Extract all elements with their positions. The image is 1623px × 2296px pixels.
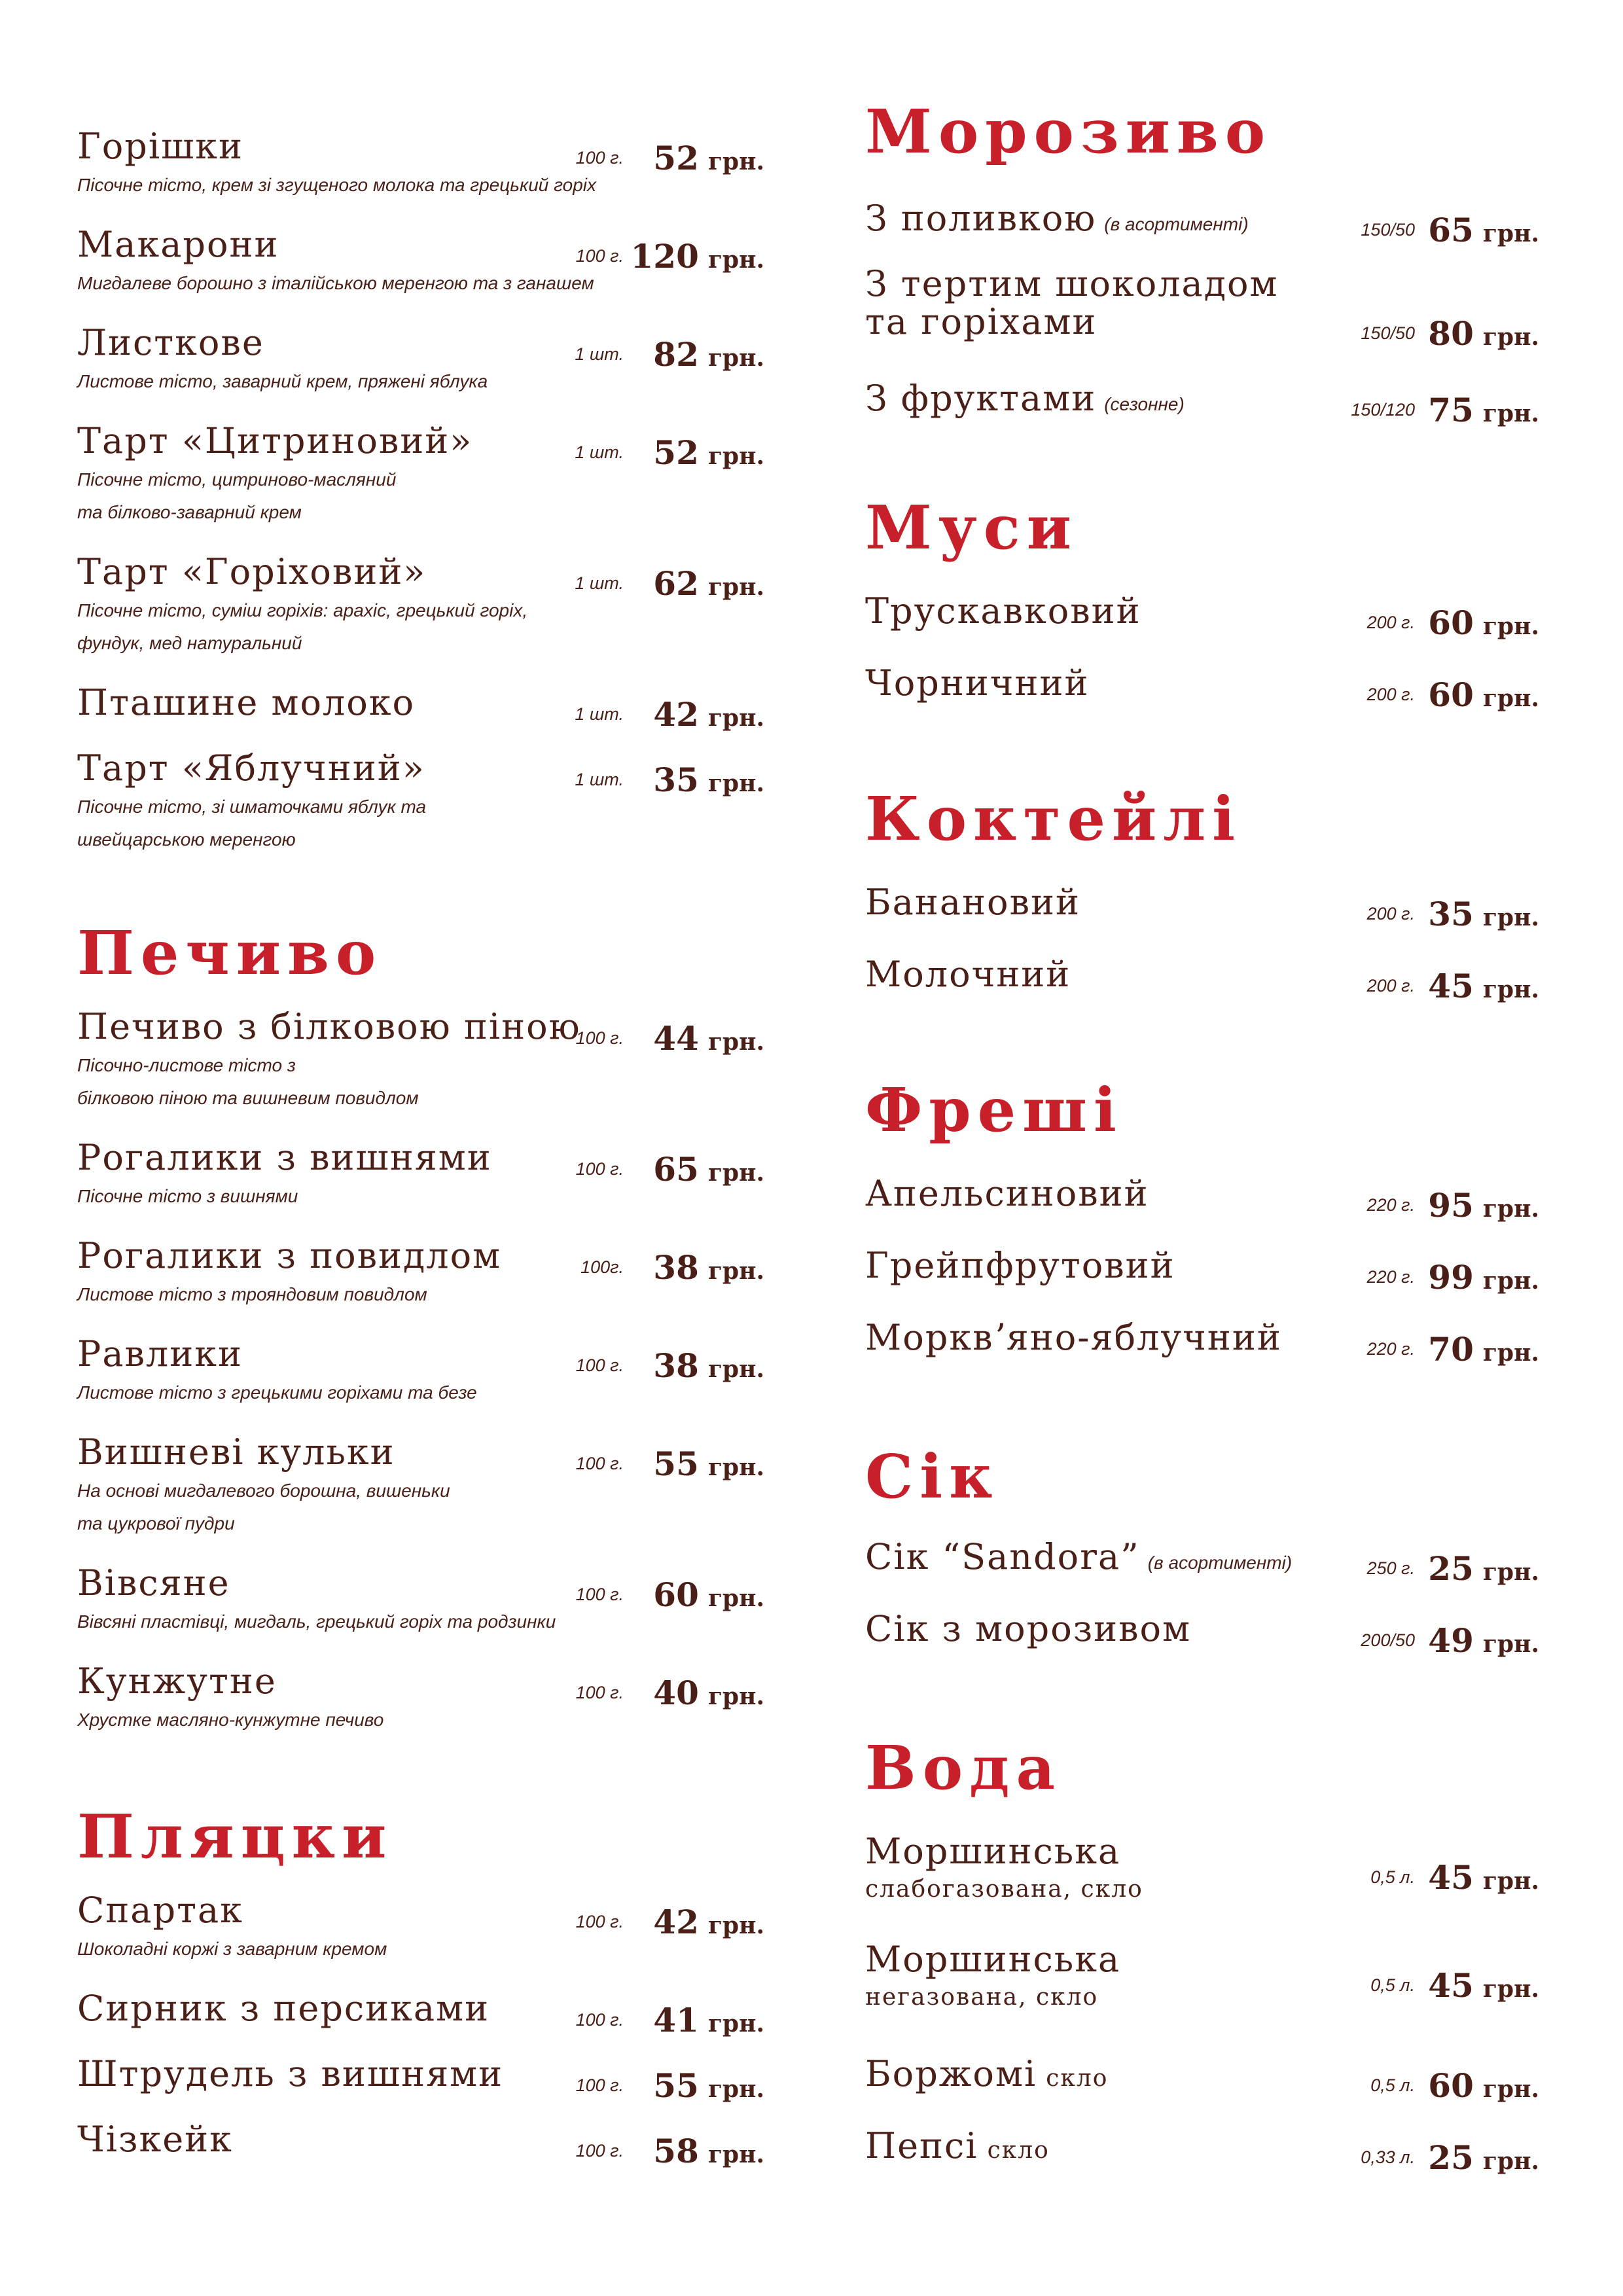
- price-amount: 45: [1428, 1858, 1474, 1897]
- menu-item: [77, 1136, 764, 1213]
- menu-item-price: [653, 1346, 764, 1385]
- price-currency: грн.: [707, 1355, 764, 1383]
- menu-item-price: [1428, 1966, 1539, 2005]
- price-amount: 52: [653, 433, 699, 472]
- menu-item-name: Моршинська: [865, 1939, 1121, 1980]
- menu-item-portion: 100 г.: [575, 1355, 624, 1375]
- price-currency: грн.: [707, 344, 764, 372]
- menu-item: [865, 661, 1539, 714]
- price-currency: грн.: [1482, 1195, 1539, 1223]
- price-currency: грн.: [1482, 904, 1539, 931]
- menu-item-tag: скло: [987, 2137, 1050, 2164]
- menu-item: [865, 2124, 1539, 2177]
- menu-item: [77, 1561, 764, 1638]
- price-currency: грн.: [707, 1683, 764, 1710]
- menu-item: [865, 263, 1539, 353]
- menu-item-portion: 100 г.: [575, 1028, 624, 1048]
- menu-item-description: Листове тісто, заварний крем, пряжені яблука: [77, 371, 488, 391]
- menu-item-name: Штрудель з вишнями: [77, 2053, 504, 2094]
- menu-item: [865, 196, 1539, 247]
- price-currency: грн.: [1482, 400, 1539, 427]
- menu-item-price: [1428, 603, 1539, 642]
- price-currency: грн.: [707, 1454, 764, 1481]
- menu-item-name: Горішки: [77, 126, 244, 167]
- menu-item-price: [653, 1674, 764, 1712]
- price-currency: грн.: [707, 2010, 764, 2037]
- menu-item-price: [653, 1150, 764, 1189]
- menu-item-name: Чорничний: [865, 662, 1090, 704]
- price-currency: грн.: [1482, 2147, 1539, 2175]
- menu-item-description: Мигдалеве борошно з італійською меренгою та з ганашем: [77, 273, 594, 293]
- menu-item-description: Пісочне тісто, зі шматочками яблук та швейцарською меренгою: [77, 797, 427, 850]
- price-currency: грн.: [707, 442, 764, 470]
- menu-item: [77, 746, 764, 856]
- menu-item-price: [1428, 1330, 1539, 1369]
- menu-item-price: [1428, 1858, 1539, 1897]
- menu-item: [77, 1005, 764, 1115]
- menu-item-portion: 100 г.: [575, 1585, 624, 1604]
- menu-item-price: [653, 335, 764, 374]
- menu-item-price: [1428, 1186, 1539, 1225]
- menu-item: [77, 1659, 764, 1736]
- menu-item-price: [1428, 967, 1539, 1005]
- menu-item-name: Тарт «Горіховий»: [77, 551, 427, 592]
- menu-item: [77, 1888, 764, 1965]
- price-currency: грн.: [1482, 323, 1539, 351]
- menu-item-name: Макарони: [77, 224, 279, 265]
- price-currency: грн.: [1482, 2075, 1539, 2103]
- price-currency: грн.: [1482, 220, 1539, 247]
- menu-item-tag: скло: [1046, 2065, 1109, 2092]
- menu-item-portion: 220 г.: [1366, 1267, 1415, 1287]
- section-title: Морозиво: [865, 96, 1272, 167]
- menu-item-price: [653, 1575, 764, 1614]
- price-currency: грн.: [707, 1159, 764, 1187]
- menu-item-price: [1428, 391, 1539, 429]
- price-amount: 65: [653, 1150, 699, 1189]
- menu-item: [77, 1332, 764, 1409]
- menu-item-portion: 1 шт.: [575, 442, 624, 462]
- menu-item-description: Пісочне тісто, крем зі згущеного молока та грецький горіх: [77, 175, 596, 195]
- price-amount: 45: [1428, 967, 1474, 1005]
- menu-item-description: Листове тісто з трояндовим повидлом: [77, 1284, 427, 1304]
- menu-item-name: З тертим шоколадом та горіхами: [865, 263, 1279, 342]
- menu-item-portion: 100 г.: [575, 1159, 624, 1179]
- menu-item-portion: 0,5 л.: [1370, 1867, 1415, 1887]
- price-amount: 70: [1428, 1330, 1474, 1369]
- menu-item: [77, 550, 764, 660]
- menu-item: [865, 880, 1539, 933]
- menu-item-name: Вишневі кульки: [77, 1431, 395, 1473]
- price-amount: 60: [1428, 675, 1474, 714]
- menu-item-description: Пісочне тісто, суміш горіхів: арахіс, грецький горіх, фундук, мед натуральний: [77, 600, 528, 653]
- price-amount: 99: [1428, 1258, 1474, 1297]
- menu-item-description: Вівсяні пластівці, мигдаль, грецький горіх та родзинки: [77, 1611, 556, 1632]
- menu-item-name: З фруктами: [865, 378, 1097, 419]
- menu-item: [77, 321, 764, 398]
- menu-item-name: Боржомі: [865, 2053, 1037, 2094]
- price-amount: 80: [1428, 314, 1474, 353]
- menu-item: [865, 1829, 1539, 1905]
- menu-item-description: Пісочне тісто з вишнями: [77, 1186, 298, 1206]
- menu-item-price: [1428, 2138, 1539, 2177]
- menu-item-name: Листкове: [77, 322, 264, 363]
- menu-item-price: [653, 433, 764, 472]
- price-amount: 42: [653, 695, 699, 734]
- menu-item-name: Чізкейк: [77, 2119, 233, 2160]
- price-amount: 38: [653, 1346, 699, 1385]
- menu-item-name: Вівсяне: [77, 1562, 230, 1604]
- price-currency: грн.: [707, 1028, 764, 1056]
- price-currency: грн.: [1482, 1867, 1539, 1895]
- menu-item-price: [653, 2066, 764, 2105]
- menu-item-name: Рогалики з вишнями: [77, 1137, 492, 1178]
- price-currency: грн.: [707, 2075, 764, 2103]
- price-amount: 25: [1428, 2138, 1474, 2177]
- menu-item-portion: 220 г.: [1366, 1195, 1415, 1215]
- price-amount: 62: [653, 564, 699, 603]
- menu-item: [77, 419, 764, 529]
- price-currency: грн.: [1482, 1630, 1539, 1658]
- menu-item: [865, 1535, 1539, 1588]
- menu-item: [77, 124, 764, 202]
- menu-item-price: [1428, 211, 1539, 249]
- menu-item-portion: 200 г.: [1366, 685, 1415, 704]
- menu-item-name: З поливкою: [865, 198, 1097, 239]
- price-amount: 82: [653, 335, 699, 374]
- menu-item-name: Сік з морозивом: [865, 1608, 1192, 1649]
- menu-item-note: (сезонне): [1104, 394, 1185, 414]
- menu-item-description: Шоколадні коржі з заварним кремом: [77, 1939, 387, 1959]
- section-title: Сік: [865, 1441, 999, 1512]
- menu-item: [77, 1430, 764, 1540]
- menu-item-price: [1428, 895, 1539, 933]
- section-title: Пляцки: [77, 1801, 393, 1872]
- menu-item-description: Пісочно-листове тісто з білковою піною та вишневим повидлом: [77, 1055, 419, 1108]
- price-amount: 35: [653, 761, 699, 799]
- menu-item: [865, 952, 1539, 1005]
- menu-item-price: [631, 237, 765, 276]
- menu-item-subtitle: слабогазована, скло: [865, 1876, 1143, 1903]
- menu-item-portion: 100 г.: [575, 246, 624, 266]
- price-currency: грн.: [707, 148, 764, 175]
- price-currency: грн.: [707, 1912, 764, 1939]
- menu-item: [865, 589, 1539, 642]
- menu-item-portion: 100г.: [580, 1257, 624, 1277]
- menu-item: [865, 376, 1539, 427]
- menu-item-description: Хрустке масляно-кунжутне печиво: [77, 1710, 384, 1730]
- menu-item-price: [653, 761, 764, 799]
- menu-item-price: [653, 695, 764, 734]
- price-amount: 65: [1428, 211, 1474, 249]
- menu-item-portion: 200 г.: [1366, 976, 1415, 996]
- menu-item-name: Молочний: [865, 954, 1071, 995]
- menu-item-price: [1428, 675, 1539, 714]
- menu-item-portion: 1 шт.: [575, 704, 624, 724]
- menu-item: [865, 1607, 1539, 1660]
- menu-item-portion: 150/50: [1361, 323, 1415, 343]
- menu-item-portion: 1 шт.: [575, 344, 624, 364]
- menu-item-portion: 0,33 л.: [1361, 2147, 1415, 2167]
- menu-item-portion: 250 г.: [1366, 1558, 1415, 1578]
- menu-item-portion: 100 г.: [575, 2141, 624, 2161]
- menu-item: [77, 1986, 764, 2039]
- menu-item-name: Тарт «Яблучний»: [77, 747, 425, 789]
- section-title: Коктейлі: [865, 783, 1242, 854]
- price-currency: грн.: [707, 573, 764, 601]
- menu-item: [77, 1234, 764, 1311]
- menu-item-description: Листове тісто з грецькими горіхами та безе: [77, 1382, 477, 1403]
- menu-item-price: [653, 1248, 764, 1287]
- menu-item: [865, 2052, 1539, 2105]
- menu-item-portion: 100 г.: [575, 2010, 624, 2030]
- price-amount: 41: [653, 2001, 699, 2039]
- menu-item-portion: 200 г.: [1366, 613, 1415, 632]
- menu-item-portion: 150/120: [1351, 400, 1415, 420]
- menu-item-name: Банановий: [865, 882, 1080, 923]
- menu-item-portion: 200 г.: [1366, 904, 1415, 924]
- menu-item-price: [653, 1444, 764, 1483]
- menu-item-name: Тарт «Цитриновий»: [77, 420, 473, 461]
- price-amount: 55: [653, 2066, 699, 2105]
- menu-item-price: [653, 1903, 764, 1941]
- price-amount: 45: [1428, 1966, 1474, 2005]
- menu-item-note: (в асортименті): [1104, 214, 1249, 234]
- price-currency: грн.: [707, 770, 764, 797]
- price-amount: 60: [1428, 603, 1474, 642]
- menu-item-name: Пепсі: [865, 2125, 978, 2166]
- menu-item-portion: 220 г.: [1366, 1339, 1415, 1359]
- price-amount: 120: [630, 237, 699, 276]
- menu-item-subtitle: негазована, скло: [865, 1984, 1099, 2011]
- menu-item-portion: 100 г.: [575, 2075, 624, 2095]
- menu-item-price: [653, 139, 764, 177]
- menu-item-note: (в асортименті): [1147, 1552, 1293, 1573]
- menu-item-description: На основі мигдалевого борошна, вишеньки та цукрової пудри: [77, 1480, 450, 1534]
- price-amount: 35: [1428, 895, 1474, 933]
- menu-item-portion: 100 г.: [575, 1912, 624, 1931]
- menu-item-price: [653, 564, 764, 603]
- menu-item: [77, 2117, 764, 2170]
- menu-item-portion: 0,5 л.: [1370, 2075, 1415, 2095]
- price-currency: грн.: [707, 1585, 764, 1612]
- price-currency: грн.: [707, 1257, 764, 1285]
- price-currency: грн.: [1482, 976, 1539, 1003]
- price-currency: грн.: [1482, 1339, 1539, 1367]
- price-amount: 95: [1428, 1186, 1474, 1225]
- menu-item-name: Сік “Sandora”: [865, 1536, 1140, 1577]
- price-currency: грн.: [707, 246, 764, 274]
- price-amount: 60: [653, 1575, 699, 1614]
- menu-item-price: [653, 2001, 764, 2039]
- menu-item-name: Морквʼяно-яблучний: [865, 1317, 1282, 1358]
- section-title: Печиво: [77, 918, 383, 988]
- price-amount: 75: [1428, 391, 1474, 429]
- menu-item-price: [1428, 1549, 1539, 1588]
- menu-item: [77, 2052, 764, 2105]
- menu-item-price: [1428, 1258, 1539, 1297]
- price-amount: 44: [653, 1019, 699, 1058]
- menu-item-name: Рогалики з повидлом: [77, 1235, 502, 1276]
- price-currency: грн.: [707, 2141, 764, 2168]
- menu-item-name: Кунжутне: [77, 1660, 277, 1702]
- menu-item-price: [1428, 1621, 1539, 1660]
- menu-item-portion: 150/50: [1361, 220, 1415, 240]
- section-title: Муси: [865, 492, 1078, 563]
- section-title: Фреші: [865, 1075, 1123, 1145]
- menu-item-portion: 200/50: [1361, 1630, 1415, 1650]
- price-currency: грн.: [707, 704, 764, 732]
- menu-item-price: [1428, 2066, 1539, 2105]
- menu-item-price: [1428, 314, 1539, 353]
- menu-item-name: Апельсиновий: [865, 1173, 1149, 1214]
- price-amount: 55: [653, 1444, 699, 1483]
- menu-item: [865, 1172, 1539, 1225]
- menu-item: [865, 1244, 1539, 1297]
- menu-item-name: Грейпфрутовий: [865, 1245, 1175, 1286]
- menu-item-portion: 100 г.: [575, 1683, 624, 1702]
- menu-item-portion: 0,5 л.: [1370, 1975, 1415, 1995]
- price-amount: 42: [653, 1903, 699, 1941]
- menu-item-name: Пташине молоко: [77, 682, 416, 723]
- menu-item-portion: 1 шт.: [575, 770, 624, 789]
- price-currency: грн.: [1482, 685, 1539, 712]
- price-amount: 40: [653, 1674, 699, 1712]
- price-amount: 60: [1428, 2066, 1474, 2105]
- price-amount: 25: [1428, 1549, 1474, 1588]
- menu-item: [865, 1316, 1539, 1369]
- menu-item: [865, 1937, 1539, 2013]
- menu-item-name: Печиво з білковою піною: [77, 1006, 581, 1047]
- menu-item-name: Моршинська: [865, 1831, 1121, 1872]
- menu-item: [77, 223, 764, 300]
- price-amount: 52: [653, 139, 699, 177]
- menu-item-portion: 100 г.: [575, 148, 624, 168]
- price-amount: 58: [653, 2132, 699, 2170]
- menu-item: [77, 681, 764, 734]
- price-amount: 38: [653, 1248, 699, 1287]
- menu-item-portion: 100 г.: [575, 1454, 624, 1473]
- menu-item-price: [653, 1019, 764, 1058]
- menu-item-portion: 1 шт.: [575, 573, 624, 593]
- price-currency: грн.: [1482, 613, 1539, 640]
- section-title: Вода: [865, 1732, 1062, 1803]
- menu-item-name: Трускавковий: [865, 590, 1141, 632]
- menu-item-name: Сирник з персиками: [77, 1988, 490, 2029]
- menu-item-name: Равлики: [77, 1333, 243, 1374]
- price-currency: грн.: [1482, 1975, 1539, 2003]
- price-currency: грн.: [1482, 1558, 1539, 1586]
- menu-item-price: [653, 2132, 764, 2170]
- price-currency: грн.: [1482, 1267, 1539, 1295]
- menu-item-description: Пісочне тісто, цитриново-масляний та білково-заварний крем: [77, 469, 397, 522]
- price-amount: 49: [1428, 1621, 1474, 1660]
- menu-item-name: Спартак: [77, 1890, 243, 1931]
